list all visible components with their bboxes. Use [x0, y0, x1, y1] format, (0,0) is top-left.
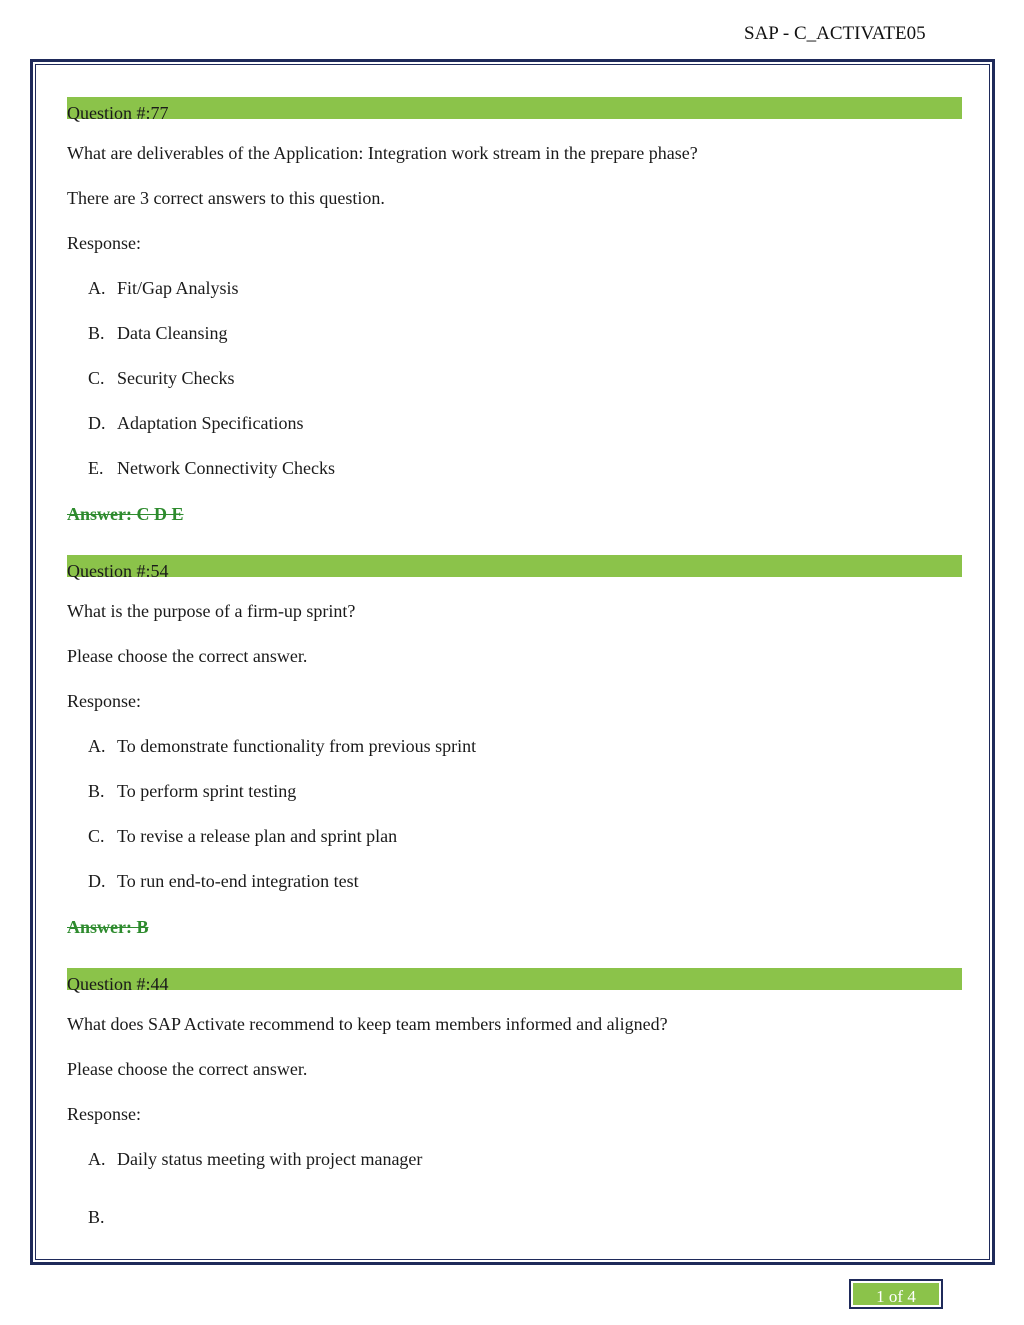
option-text: Daily status meeting with project manager — [117, 1149, 423, 1169]
option-letter: A. — [88, 1149, 106, 1169]
option-text: Security Checks — [117, 368, 235, 388]
page-frame — [30, 59, 995, 1265]
answer-option — [67, 277, 962, 299]
answer-key: Answer: B — [67, 917, 149, 937]
question-instruction: There are 3 correct answers to this question. — [67, 188, 385, 208]
question-header-bar — [67, 97, 962, 123]
option-letter: C. — [88, 368, 105, 388]
answer-option — [67, 825, 962, 847]
answer-option — [67, 457, 962, 479]
question-prompt: What does SAP Activate recommend to keep team members informed and aligned? — [67, 1014, 668, 1034]
option-letter: A. — [88, 278, 106, 298]
question-number: Question #:44 — [67, 974, 169, 994]
answer-option — [67, 870, 962, 892]
answer-option — [67, 1148, 962, 1170]
page-indicator: 1 of 4 — [853, 1283, 939, 1305]
response-label: Response: — [67, 1104, 141, 1124]
question-content — [67, 97, 962, 1228]
question-number: Question #:54 — [67, 561, 169, 581]
option-text: To revise a release plan and sprint plan — [117, 826, 398, 846]
question-header-bar — [67, 555, 962, 581]
option-text: To run end-to-end integration test — [117, 871, 359, 891]
option-letter: D. — [88, 413, 106, 433]
section-spacer — [67, 525, 962, 555]
option-letter: C. — [88, 826, 105, 846]
answer-option — [67, 1206, 962, 1228]
option-letter: B. — [88, 323, 105, 343]
option-letter: D. — [88, 871, 106, 891]
option-text: To demonstrate functionality from previous sprint — [117, 736, 477, 756]
option-letter: B. — [88, 1207, 105, 1227]
answer-option — [67, 367, 962, 389]
option-text: To perform sprint testing — [117, 781, 297, 801]
option-letter: E. — [88, 458, 104, 478]
section-spacer — [67, 938, 962, 968]
page-indicator-badge — [849, 1279, 943, 1309]
option-letter: A. — [88, 736, 106, 756]
response-label: Response: — [67, 691, 141, 711]
question-instruction: Please choose the correct answer. — [67, 1059, 308, 1079]
option-text: Network Connectivity Checks — [117, 458, 335, 478]
option-text: Fit/Gap Analysis — [117, 278, 239, 298]
question-instruction: Please choose the correct answer. — [67, 646, 308, 666]
answer-option — [67, 735, 962, 757]
question-number: Question #:77 — [67, 103, 169, 123]
answer-option — [67, 322, 962, 344]
option-text: Adaptation Specifications — [117, 413, 304, 433]
document-header-title: SAP - C_ACTIVATE05 — [744, 23, 926, 44]
question-header-bar — [67, 968, 962, 994]
question-prompt: What are deliverables of the Application: Integration work stream in the prepare phase? — [67, 143, 698, 163]
answer-key: Answer: C D E — [67, 504, 184, 524]
answer-option — [67, 412, 962, 434]
answer-option — [67, 780, 962, 802]
option-letter: B. — [88, 781, 105, 801]
response-label: Response: — [67, 233, 141, 253]
question-prompt: What is the purpose of a firm-up sprint? — [67, 601, 356, 621]
option-text: Data Cleansing — [117, 323, 228, 343]
